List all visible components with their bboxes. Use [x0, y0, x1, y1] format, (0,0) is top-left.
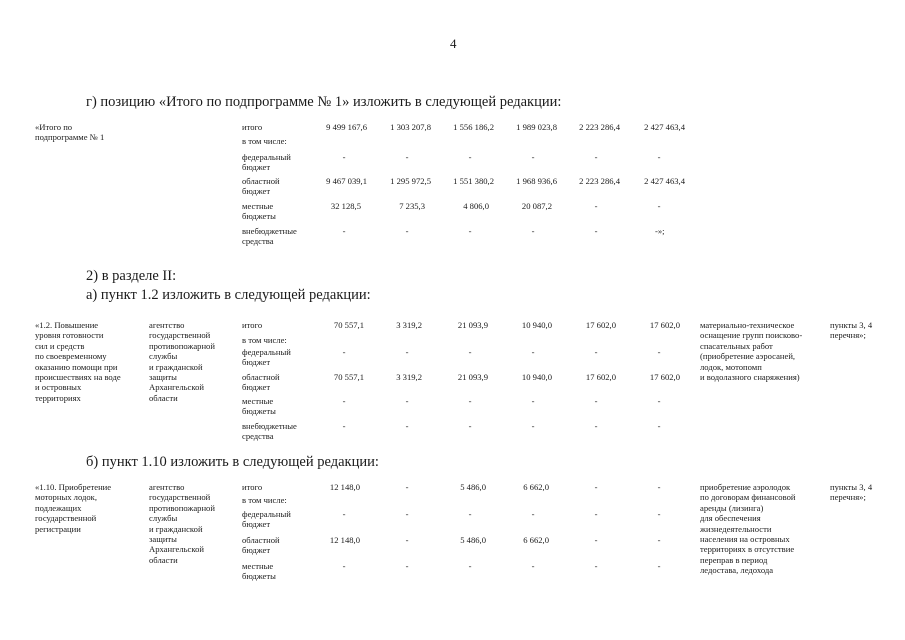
cell-value: 21 093,9 — [457, 372, 488, 382]
cell-value: 12 148,0 — [329, 535, 360, 545]
cell-value: 1 968 936,6 — [516, 176, 557, 186]
cell-value: - — [405, 347, 409, 357]
cell-value: 20 087,2 — [521, 201, 552, 211]
cell-value: - — [468, 226, 472, 236]
cell-value: - — [405, 482, 409, 492]
cell-value: - — [594, 421, 598, 431]
cell-value: - — [405, 535, 409, 545]
cell-value: 17 602,0 — [585, 372, 616, 382]
cell-value: 1 551 380,2 — [453, 176, 494, 186]
row-name: «1.2. Повышение уровня готовности сил и средств по своевременному оказанию помощи при происшествиях на воде и островных территориях — [35, 320, 121, 403]
cell-value: 4 806,0 — [463, 201, 489, 211]
cell-value: 9 499 167,6 — [326, 122, 367, 132]
row-label-extrabudget: внебюджетные средства — [242, 421, 297, 442]
row-label-regional: областной бюджет — [242, 176, 280, 197]
cell-value: - — [405, 226, 409, 236]
cell-value: -»; — [655, 226, 665, 236]
cell-value: - — [657, 421, 661, 431]
cell-value: - — [405, 421, 409, 431]
cell-value: - — [468, 561, 472, 571]
cell-value: 6 662,0 — [523, 535, 549, 545]
cell-value: - — [531, 509, 535, 519]
cell-value: - — [468, 347, 472, 357]
row-name: «1.10. Приобретение моторных лодок, подлежащих государственной регистрации — [35, 482, 112, 534]
cell-value: 12 148,0 — [329, 482, 360, 492]
cell-value: 10 940,0 — [521, 320, 552, 330]
cell-value: - — [657, 152, 661, 162]
row-label-federal: федеральный бюджет — [242, 152, 291, 173]
cell-value: - — [342, 396, 346, 406]
row-label-federal: федеральный бюджет — [242, 347, 291, 368]
row-label-total: итого — [242, 320, 263, 330]
row-label-regional: областной бюджет — [242, 535, 280, 556]
cell-value: 2 427 463,4 — [644, 122, 685, 132]
cell-value: - — [342, 347, 346, 357]
heading-item-1-2: а) пункт 1.2 изложить в следующей редакции: — [86, 287, 371, 303]
cell-value: - — [405, 561, 409, 571]
cell-value: - — [531, 561, 535, 571]
cell-value: - — [405, 396, 409, 406]
cell-value: 1 989 023,8 — [516, 122, 557, 132]
row-label-including: в том числе: — [242, 495, 287, 505]
cell-value: - — [594, 201, 598, 211]
cell-value: - — [657, 396, 661, 406]
cell-value: - — [468, 152, 472, 162]
cell-value: - — [342, 226, 346, 236]
row-name: «Итого по подпрограмме № 1 — [35, 122, 105, 143]
cell-value: - — [468, 421, 472, 431]
cell-value: - — [657, 561, 661, 571]
page-number: 4 — [450, 36, 457, 51]
cell-value: 7 235,3 — [399, 201, 425, 211]
cell-value: - — [531, 421, 535, 431]
cell-value: - — [657, 535, 661, 545]
cell-value: 32 128,5 — [330, 201, 361, 211]
row-label-local: местные бюджеты — [242, 201, 276, 222]
cell-value: - — [405, 509, 409, 519]
row-label-total: итого — [242, 482, 263, 492]
cell-value: - — [468, 509, 472, 519]
cell-value: - — [657, 482, 661, 492]
cell-value: - — [657, 347, 661, 357]
cell-value: - — [594, 482, 598, 492]
cell-value: 6 662,0 — [523, 482, 549, 492]
cell-value: 21 093,9 — [457, 320, 488, 330]
row-expected-result: приобретение аэролодок по договорам финансовой аренды (лизинга) для обеспечения жизнедеятельности населения на островных территориях в отсутствие переправ в период ледостава, ледохода — [700, 482, 796, 576]
cell-value: - — [594, 535, 598, 545]
cell-value: 17 602,0 — [649, 372, 680, 382]
cell-value: - — [657, 201, 661, 211]
cell-value: 10 940,0 — [521, 372, 552, 382]
cell-value: - — [405, 152, 409, 162]
cell-value: 9 467 039,1 — [326, 176, 367, 186]
cell-value: - — [531, 396, 535, 406]
row-executor: агентство государственной противопожарной службы и гражданской защиты Архангельской области — [149, 482, 215, 565]
row-reference: пункты 3, 4 перечня»; — [830, 482, 873, 503]
row-executor: агентство государственной противопожарной службы и гражданской защиты Архангельской области — [149, 320, 215, 403]
cell-value: - — [657, 509, 661, 519]
cell-value: 1 303 207,8 — [390, 122, 431, 132]
cell-value: 5 486,0 — [460, 482, 486, 492]
cell-value: 5 486,0 — [460, 535, 486, 545]
cell-value: 1 295 972,5 — [390, 176, 431, 186]
row-label-including: в том числе: — [242, 335, 287, 345]
cell-value: - — [342, 509, 346, 519]
heading-item-1-10: б) пункт 1.10 изложить в следующей редакции: — [86, 454, 379, 470]
cell-value: - — [531, 226, 535, 236]
cell-value: 70 557,1 — [333, 372, 364, 382]
cell-value: 3 319,2 — [396, 320, 422, 330]
row-label-including: в том числе: — [242, 136, 287, 146]
cell-value: - — [594, 347, 598, 357]
cell-value: - — [468, 396, 472, 406]
row-label-local: местные бюджеты — [242, 561, 276, 582]
cell-value: - — [342, 421, 346, 431]
cell-value: - — [531, 152, 535, 162]
row-reference: пункты 3, 4 перечня»; — [830, 320, 873, 341]
cell-value: 17 602,0 — [649, 320, 680, 330]
cell-value: - — [594, 152, 598, 162]
row-expected-result: материально-техническое оснащение групп поисково- спасательных работ (приобретение аэросаней, лодок, мотопомп и водолазного снаряжения) — [700, 320, 803, 383]
row-label-regional: областной бюджет — [242, 372, 280, 393]
cell-value: - — [594, 396, 598, 406]
cell-value: 70 557,1 — [333, 320, 364, 330]
cell-value: 2 223 286,4 — [579, 122, 620, 132]
cell-value: 17 602,0 — [585, 320, 616, 330]
cell-value: 2 223 286,4 — [579, 176, 620, 186]
cell-value: - — [342, 152, 346, 162]
cell-value: - — [594, 226, 598, 236]
row-label-extrabudget: внебюджетные средства — [242, 226, 297, 247]
cell-value: 2 427 463,4 — [644, 176, 685, 186]
cell-value: 1 556 186,2 — [453, 122, 494, 132]
cell-value: - — [594, 509, 598, 519]
cell-value: 3 319,2 — [396, 372, 422, 382]
heading-section-2: 2) в разделе II: — [86, 268, 177, 284]
cell-value: - — [594, 561, 598, 571]
row-label-local: местные бюджеты — [242, 396, 276, 417]
row-label-total: итого — [242, 122, 263, 132]
row-label-federal: федеральный бюджет — [242, 509, 291, 530]
cell-value: - — [342, 561, 346, 571]
heading-total-position: г) позицию «Итого по подпрограмме № 1» изложить в следующей редакции: — [86, 94, 562, 110]
cell-value: - — [531, 347, 535, 357]
